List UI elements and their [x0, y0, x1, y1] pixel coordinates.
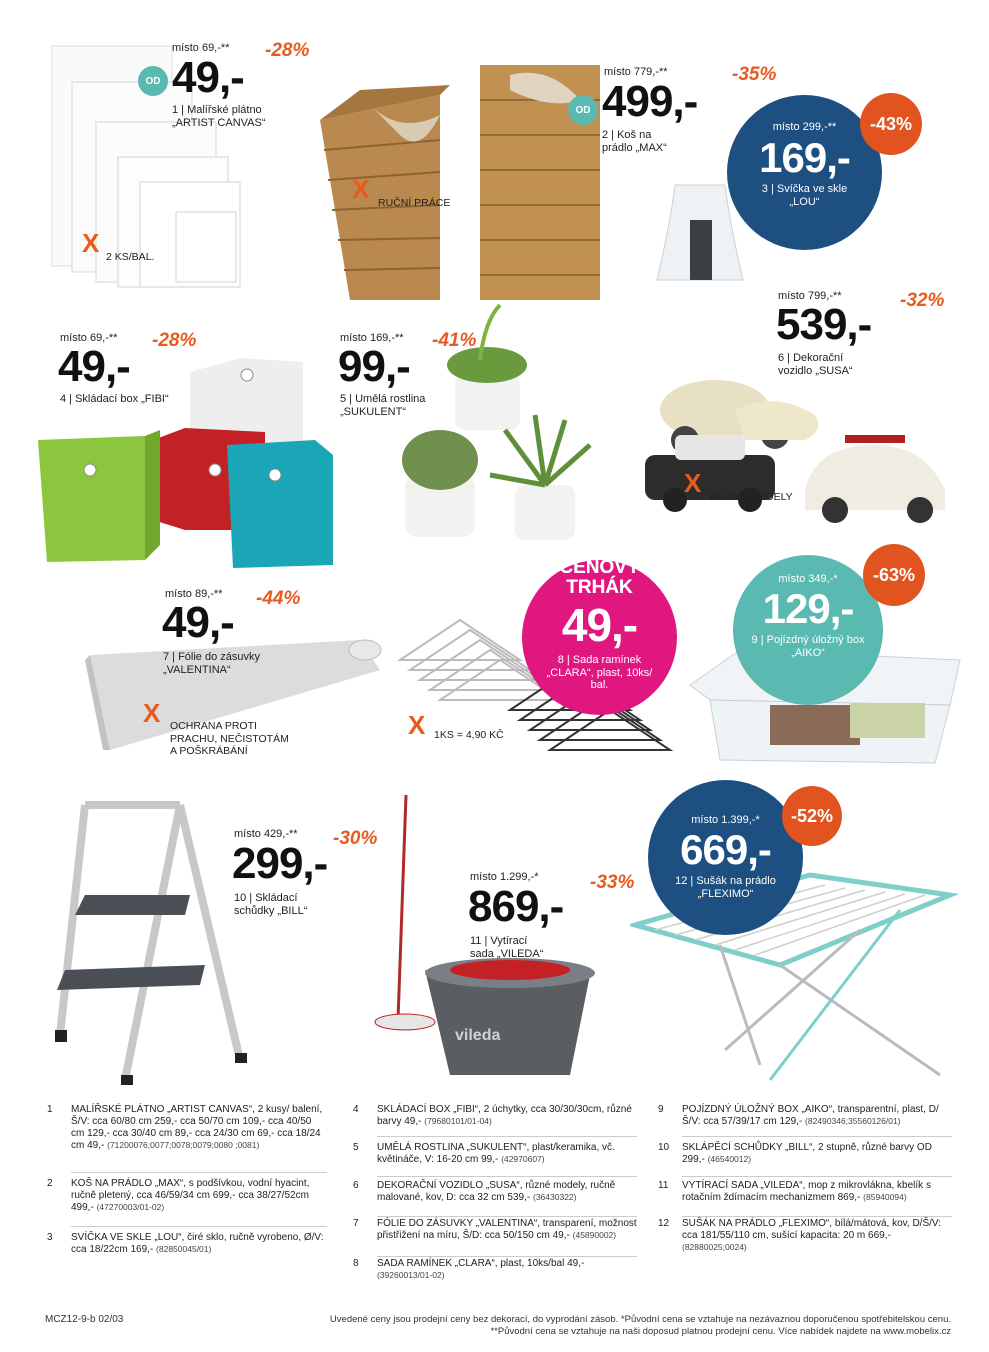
p4-was-price: místo 69,-** — [60, 332, 118, 344]
p8-headline: CENOVÝ TRHÁK — [559, 557, 640, 598]
footer-col-1 — [47, 1104, 327, 1262]
p1-discount: -28% — [265, 40, 310, 61]
p11-was-price: místo 1.299,-* — [470, 871, 539, 883]
disclaimer: Uvedené ceny jsou prodejní ceny bez dekorací, do vyprodání zásob. *Původní cena se vztahuje na nezávaznou doporučenou spotřebitelskou cenu. **Původní cena se vztahuje na naši doposud platnou prodejní cenu. Více nabídek najdete na www.mobelix.cz — [329, 1314, 951, 1338]
p4-name: 4 | Skládací box „FIBI“ — [60, 393, 169, 405]
p12-price: 669,- — [680, 826, 771, 873]
p7-price: 49,- — [162, 598, 234, 647]
footer-item: 9 POJÍZDNÝ ÚLOŽNÝ BOX „AIKO“, transparentní, plast, D/Š/V: cca 57/39/17 cm 129,- (82490346;35560126/01) — [658, 1104, 939, 1127]
p6-note: RŮZNÉ MODELY — [710, 491, 793, 503]
p2-was-price: místo 779,-** — [604, 66, 668, 78]
p5-price: 99,- — [338, 342, 410, 391]
p12-name: 12 | Sušák na prádlo „FLEXIMO“ — [675, 875, 776, 900]
p2-discount: -35% — [732, 64, 777, 85]
x-marker-icon: X — [143, 698, 161, 728]
p5-name: 5 | Umělá rostlina „SUKULENT“ — [340, 393, 426, 418]
divider — [377, 1176, 637, 1177]
p6-name: 6 | Dekorační vozidlo „SUSA“ — [778, 352, 853, 377]
step-ladder-image — [45, 795, 255, 1085]
divider — [377, 1216, 637, 1217]
p1-note: 2 KS/BAL. — [106, 251, 155, 263]
footer-item: 12 SUŠÁK NA PRÁDLO „FLEXIMO“, bílá/mátová, kov, D/Š/V: cca 181/55/110 cm, sušící kapacita: 20 m 669,- (82880025;0024) — [658, 1218, 941, 1252]
succulent-plants-image — [395, 300, 605, 545]
p11-name: 11 | Vytírací sada „VILEDA“ — [470, 935, 544, 960]
footer-item: 1 MALÍŘSKÉ PLÁTNO „ARTIST CANVAS“, 2 kusy/ balení, Š/V: cca 60/80 cm 259,- cca 50/70 cm 109,- cca 40/50 cm 129,- cca 30/40 cm 89,- cca 24/30 cm 69,- cca 18/24 cm 49,- (71200076;0077;0078;0079;0080 ;0081) — [47, 1104, 323, 1151]
p12-discount: -52% — [782, 786, 842, 846]
p11-price: 869,- — [468, 882, 564, 931]
p8-price: 49,- — [561, 598, 638, 651]
p1-price: 49,- — [172, 53, 244, 102]
footer-item: 6 DEKORAČNÍ VOZIDLO „SUSA“, různé modely, ručně malované, kov, D: cca 32 cm 539,- (36430322) — [353, 1180, 616, 1203]
p5-was-price: místo 169,-** — [340, 332, 404, 344]
p3-discount: -43% — [860, 93, 922, 155]
p6-price: 539,- — [776, 300, 872, 349]
p9-name: 9 | Pojízdný úložný box „AIKO“ — [751, 634, 865, 659]
footer-item: 11 VYTÍRACÍ SADA „VILEDA“, mop z mikrovlákna, kbelík s rotačním ždímacím mechanizmem 869,- (85940094) — [658, 1180, 931, 1203]
p4-discount: -28% — [152, 330, 197, 351]
p9-price-circle — [733, 555, 883, 705]
footer-col-3 — [658, 1104, 953, 1260]
divider — [682, 1136, 952, 1137]
p7-name: 7 | Fólie do zásuvky „VALENTINA“ — [163, 651, 261, 676]
p1-od-badge: OD — [138, 66, 168, 96]
p10-price: 299,- — [232, 839, 328, 888]
p9-discount: -63% — [863, 544, 925, 606]
x-marker-icon: X — [684, 468, 702, 498]
divider — [71, 1226, 327, 1227]
footer-item: 8 SADA RAMÍNEK „CLARA“, plast, 10ks/bal 49,- (39260013/01-02) — [353, 1258, 585, 1280]
p3-price-circle — [727, 95, 882, 250]
p2-price: 499,- — [602, 77, 698, 126]
footer-item: 5 UMĚLÁ ROSTLINA „SUKULENT“, plast/keramika, vč. květináče, V: 16-20 cm 99,- (42970607) — [353, 1142, 615, 1165]
x-marker-icon: X — [82, 228, 100, 258]
p10-was-price: místo 429,-** — [234, 828, 298, 840]
p2-od-badge: OD — [568, 95, 598, 125]
p7-was-price: místo 89,-** — [165, 588, 223, 600]
divider — [682, 1216, 952, 1217]
p9-was-price: místo 349,-* — [778, 573, 838, 585]
p8-name: 8 | Sada ramínek „CLARA“, plast, 10ks/ bal. — [546, 653, 653, 692]
x-marker-icon: X — [352, 174, 370, 204]
p10-discount: -30% — [333, 828, 378, 849]
p12-price-circle — [648, 780, 803, 935]
p6-was-price: místo 799,-** — [778, 290, 842, 302]
p1-was-price: místo 69,-** — [172, 42, 230, 54]
p2-note: RUČNÍ PRÁCE — [378, 197, 451, 209]
footer-col-2 — [353, 1104, 638, 1288]
divider — [377, 1256, 637, 1257]
p7-discount: -44% — [256, 588, 301, 609]
footer-item: 10 SKLÁPĚCÍ SCHŮDKY „BILL“, 2 stupně, různé barvy OD 299,- (46540012) — [658, 1142, 932, 1165]
p8-note: 1KS = 4,90 KČ — [434, 729, 504, 741]
divider — [682, 1176, 952, 1177]
p5-discount: -41% — [432, 330, 477, 351]
footer-item: 2 KOŠ NA PRÁDLO „MAX“, s podšívkou, vodní hyacint, ručně pletený, cca 46/59/34 cm 699,- cca 38/27/52cm 499,- (47270003/01-02) — [47, 1178, 310, 1213]
p8-price-circle — [522, 557, 677, 715]
p10-name: 10 | Skládací schůdky „BILL“ — [234, 892, 308, 917]
p1-name: 1 | Malířské plátno „ARTIST CANVAS“ — [172, 104, 266, 129]
page-code: MCZ12-9-b 02/03 — [45, 1314, 124, 1325]
footer-item: 4 SKLÁDACÍ BOX „FIBI“, 2 úchytky, cca 30/30/30cm, různé barvy 49,- (79680101/01-04) — [353, 1104, 632, 1127]
footer-item: 7 FÓLIE DO ZÁSUVKY „VALENTINA“, transparení, možnost přistřižení na míru, Š/D: cca 50/150 cm 49,- (45890002) — [353, 1218, 637, 1241]
p2-name: 2 | Koš na prádlo „MAX“ — [602, 129, 667, 154]
p3-name: 3 | Svíčka ve skle „LOU“ — [761, 183, 848, 208]
footer-item: 3 SVÍČKA VE SKLE „LOU“, čiré sklo, ručně vyrobeno, Ø/V: cca 18/22cm 169,- (82850045/01) — [47, 1232, 324, 1255]
p3-price: 169,- — [759, 134, 850, 181]
p12-was-price: místo 1.399,-* — [691, 814, 760, 826]
svg-text:vileda: vileda — [455, 1027, 501, 1044]
p3-was-price: místo 299,-** — [772, 121, 837, 133]
x-marker-icon: X — [408, 710, 426, 740]
divider — [377, 1136, 637, 1137]
divider — [71, 1172, 327, 1173]
p4-price: 49,- — [58, 342, 130, 391]
p7-note: OCHRANA PROTI PRACHU, NEČISTOTÁM A POŠKRÁBÁNÍ — [170, 720, 289, 758]
p6-discount: -32% — [900, 290, 945, 311]
p9-price: 129,- — [762, 585, 854, 632]
p11-discount: -33% — [590, 872, 635, 893]
